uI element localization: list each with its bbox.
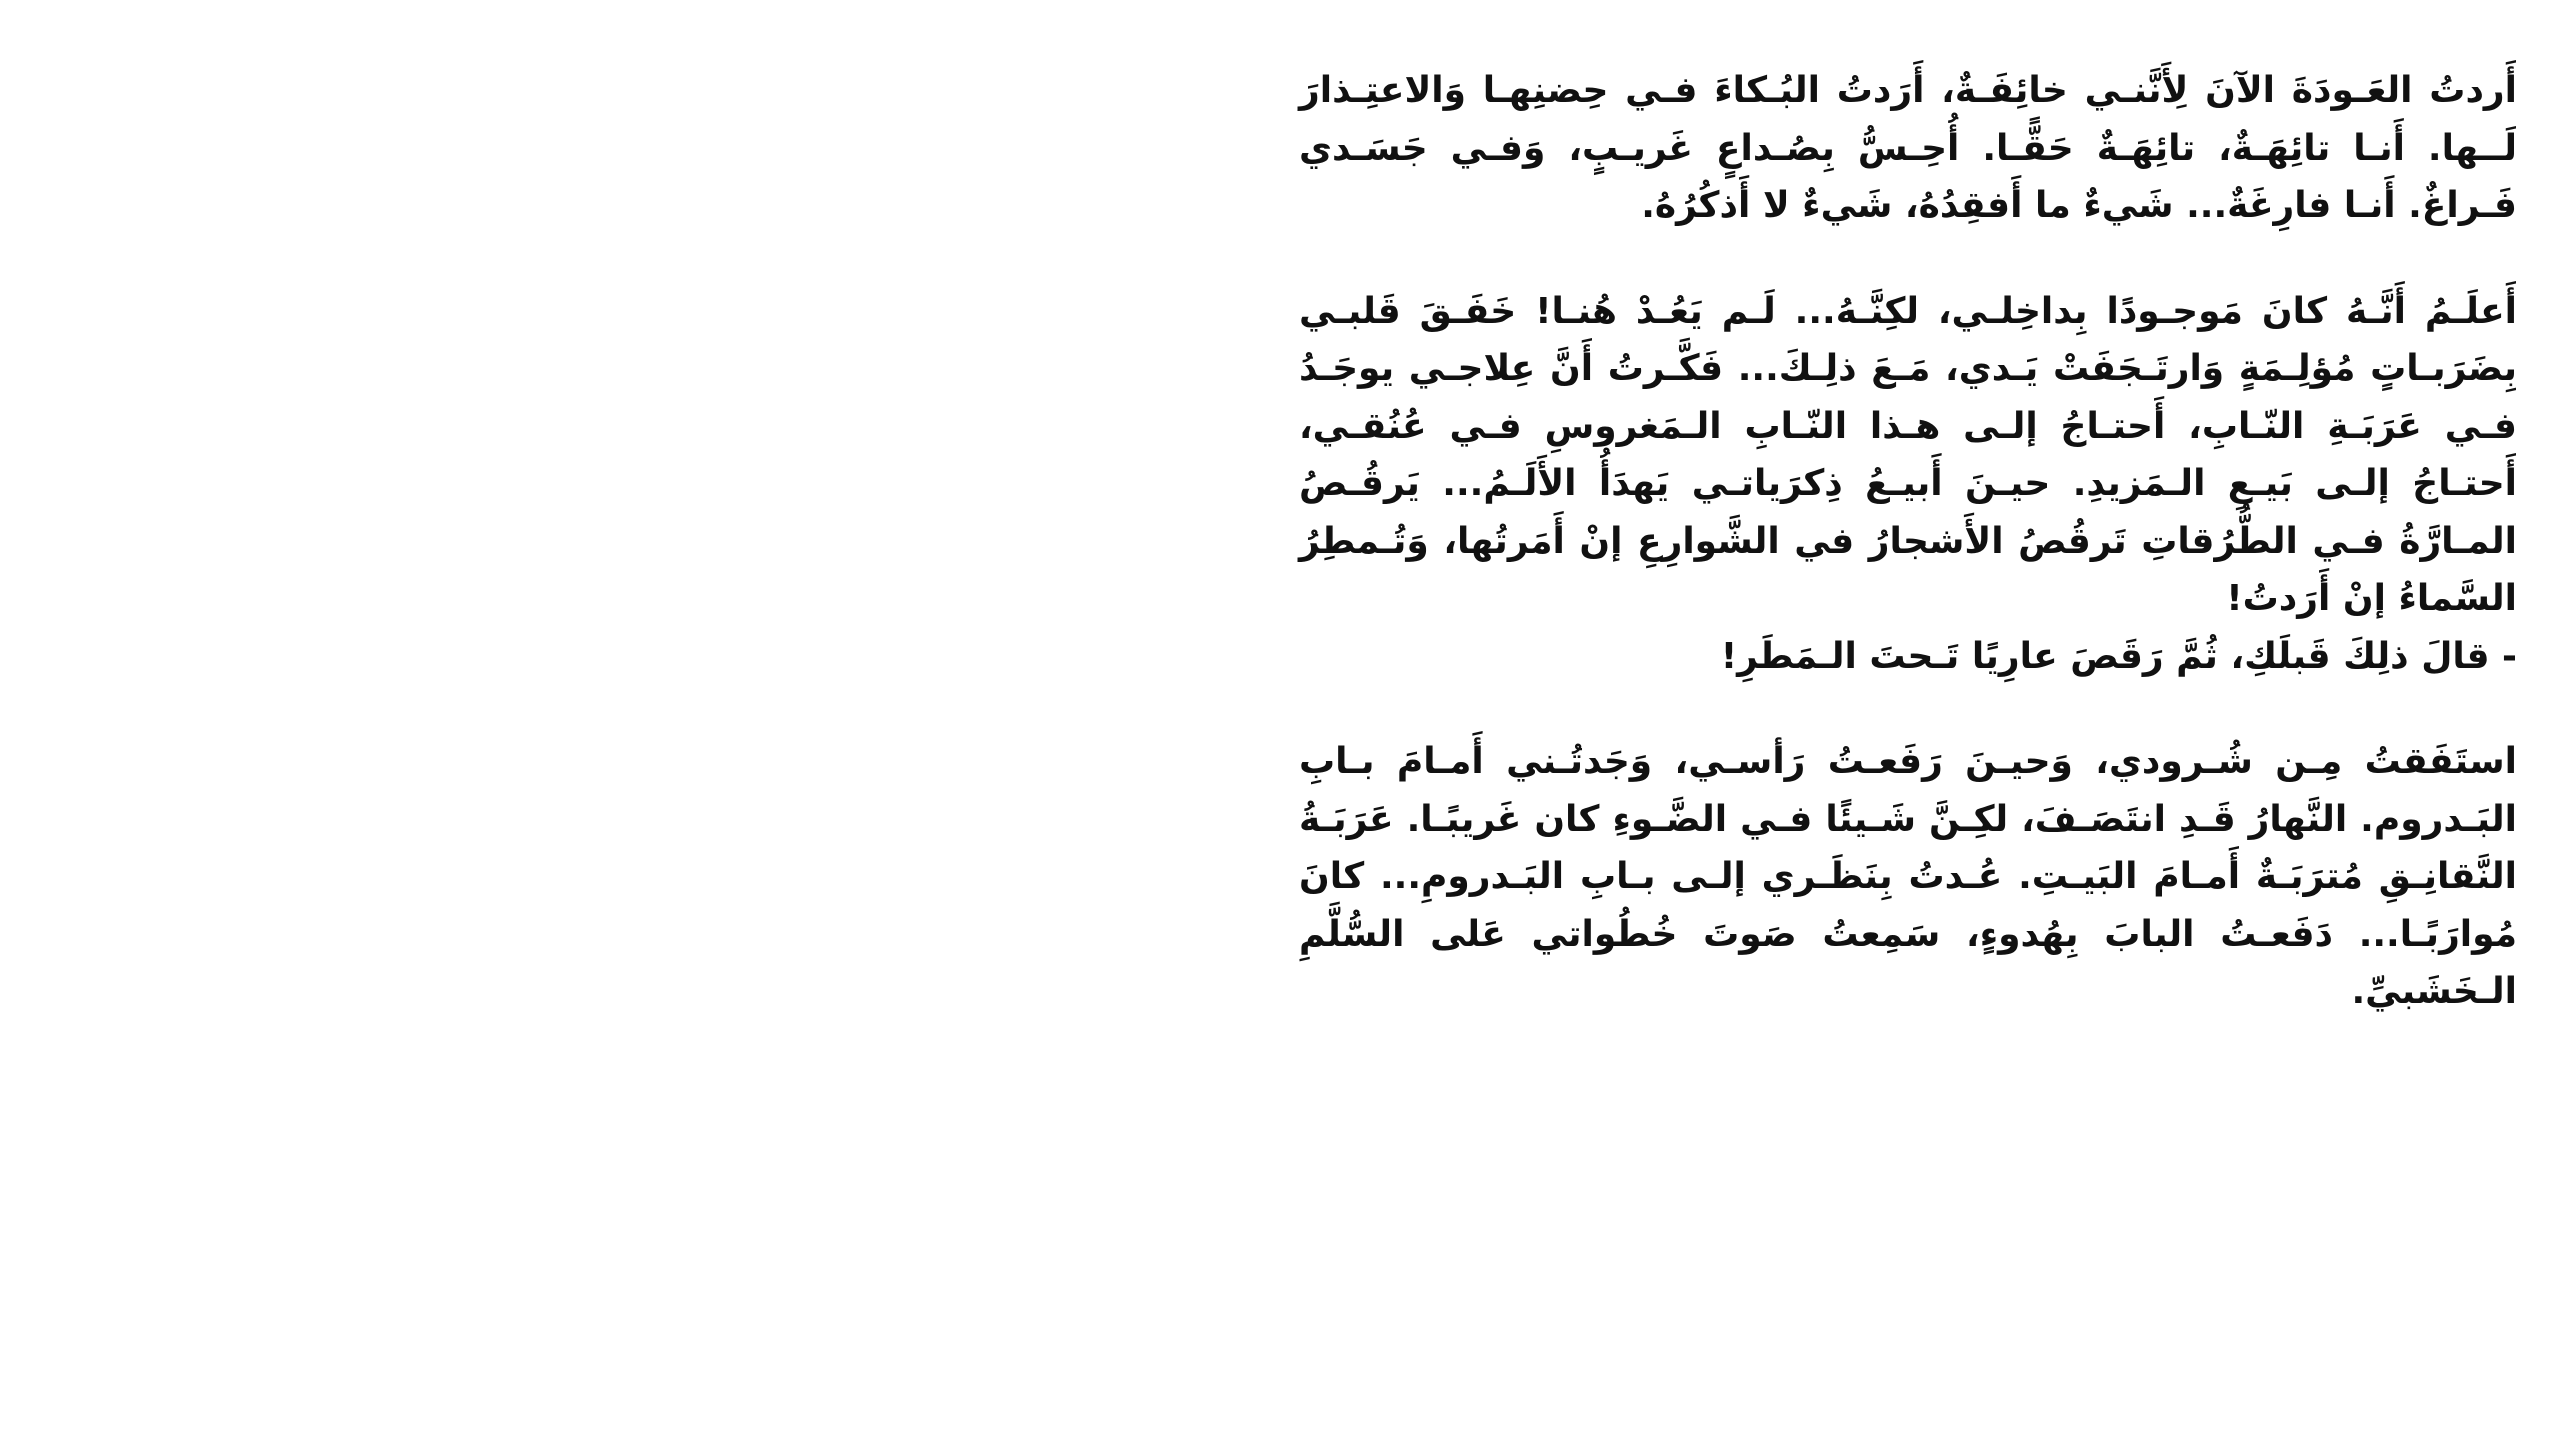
arabic-text-column <box>1299 62 2517 1069</box>
dialogue-line: - قالَ ذلِكَ قَبلَكِ، ثُمَّ رَقَصَ عارِيًا تَـحتَ الـمَطَرِ! <box>1720 635 2517 677</box>
paragraph-3: استَفَقتُ مِـن شُـرودي، وَحيـنَ رَفَعـتُ رَأسـي، وَجَدتُـني أَمـامَ بـابِ البَـدروم. النَّهارُ قَـدِ انتَصَـفَ، لكِـنَّ شَـيئًا فـي الضَّـوءِ كان غَريبًـا. عَرَبَـةُ النَّقانِـقِ مُترَبَـةٌ أَمـامَ البَيـتِ. عُـدتُ بِنَظَـري إلـى بـابِ البَـدرومِ... كانَ مُوارَبًـا... دَفَعـتُ البابَ بِهُدوءٍ، سَمِعتُ صَوتَ خُطُواتي عَلى السُّلَّمِ الـخَشَبيِّ. <box>1299 741 2517 1012</box>
paragraph-2: أَعلَـمُ أَنَّـهُ كانَ مَوجـودًا بِداخِلـي، لكِنَّـهُ... لَـم يَعُـدْ هُنـا! خَفَـقَ قَلبـي بِضَرَبـاتٍ مُؤلِـمَةٍ وَارتَـجَفَتْ يَـدي، مَـعَ ذلِـكَ... فَكَّـرتُ أَنَّ عِلاجـي يوجَـدُ فـي عَرَبَـةِ النّـابِ، أَحتـاجُ إلـى هـذا النّـابِ الـمَغروسِ فـي عُنُقـي، أَحتـاجُ إلـى بَيـعِ الـمَزيدِ. حيـنَ أَبيـعُ ذِكرَياتـي يَهدَأُ الأَلَـمُ... يَرقُـصُ المـارَّةُ فـي الطُّرُقاتِ تَرقُصُ الأَشجارُ في الشَّوارِعِ إنْ أَمَرتُها، وَتُـمطِرُ السَّماءُ إنْ أَرَدتُ! <box>1299 290 2517 619</box>
paragraph-1: أَردتُ العَـودَةَ الآنَ لِأَنَّنـي خائِفَـةٌ، أَرَدتُ البُـكاءَ فـي حِضنِهـا وَالاعتِـذارَ لَــها. أَنـا تائِهَـةٌ، تائِهَـةٌ حَقًّـا. أُحِـسُّ بِصُـداعٍ غَريـبٍ، وَفـي جَسَـدي فَـراغٌ. أَنـا فارِغَةٌ... شَيءٌ ما أَفقِدُهُ، شَيءٌ لا أَذكُرُهُ. <box>1299 70 2517 226</box>
